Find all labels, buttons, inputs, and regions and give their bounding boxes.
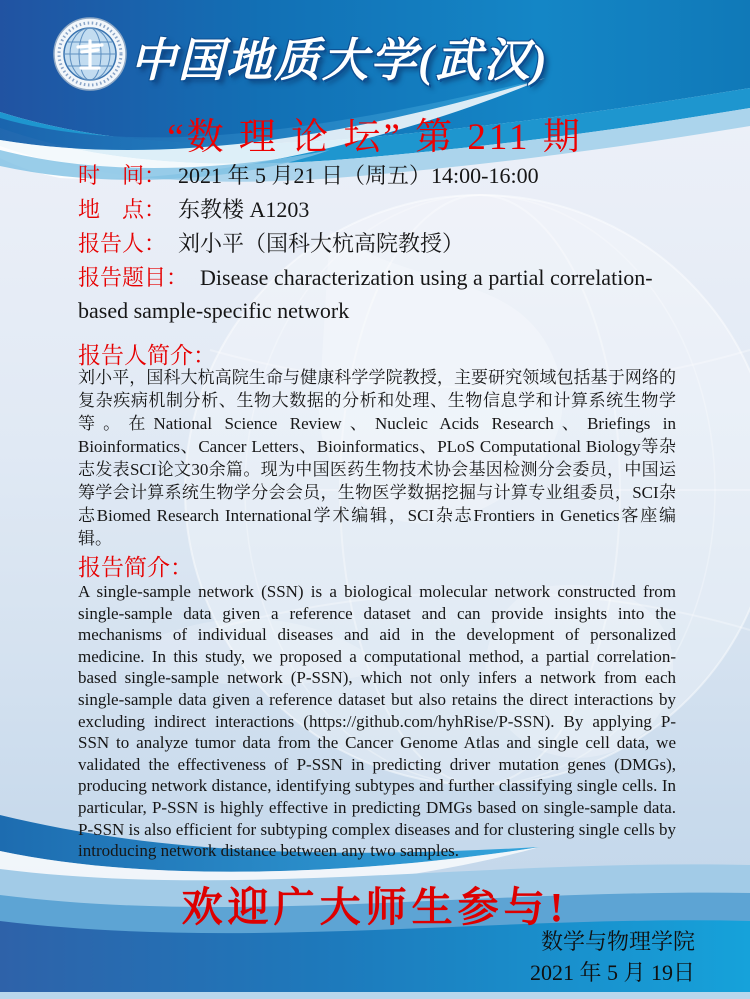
university-logo-icon [52, 16, 128, 92]
speaker-value: 刘小平（国科大杭高院教授） [178, 231, 465, 256]
abstract-text: A single-sample network (SSN) is a biological molecular network constructed from single-sample data given a reference dataset and can provide insights into the mechanisms of individual diseases and aid in the development of personalized medicine. In this study, we proposed a computational method, a partial correlation-based single-sample network (P-SSN), which not only infers a network from each single-sample data given a reference dataset but also retains the direct interactions by excluding indirect interactions (https://github.com/hyhRise/P-SSN). By applying P-SSN to analyze tumor data from the Cancer Genome Atlas and single cell data, we validated the effectiveness of P-SSN in predicting driver mutation genes (DMGs), producing network distance, identifying subtypes and further classifying single cells. In particular, P-SSN is highly effective in predicting DMGs based on single-sample data. P-SSN is also efficient for subtyping complex diseases and for clustering single cells by introducing network distance between any two samples. [78, 582, 676, 861]
footer-signature [530, 926, 695, 988]
location-value: 东教楼 A1203 [178, 197, 310, 222]
detail-row-location [78, 193, 678, 227]
topic-label: 报告题目： [78, 265, 189, 290]
topic-value: Disease characterization using a partial correlation-based sample-specific network [78, 265, 653, 323]
speaker-bio-heading: 报告人简介： [78, 343, 216, 368]
abstract-heading: 报告简介： [78, 555, 193, 580]
university-name: 中国地质大学(武汉) [130, 35, 549, 86]
detail-row-speaker [78, 227, 678, 261]
issue-date: 2021 年 5 月 19日 [529, 960, 695, 985]
poster-title: “数 理 论 坛” 第 211 期 [167, 117, 583, 158]
time-label: 时 间： [78, 163, 167, 188]
detail-row-time [78, 159, 678, 193]
welcome-message: 欢迎广大师生参与! [181, 884, 569, 930]
location-label: 地 点： [78, 197, 167, 222]
event-details [78, 159, 678, 327]
organizer-name: 数学与物理学院 [540, 929, 695, 954]
speaker-bio-text: 刘小平，国科大杭高院生命与健康科学学院教授，主要研究领域包括基于网络的复杂疾病机制分析、生物大数据的分析和处理、生物信息学和计算系统生物学等。在National Science Review、Nucleic Acids Research、Briefings in Bioinformatics、Cancer Letters、Bioinformatics、PLoS Computational Biology等杂志发表SCI论文30余篇。现为中国医药生物技术协会基因检测分会委员，中国运筹学会计算系统生物学分会会员，生物医学数据挖掘与计算专业组委员，SCI杂志Biomed Research International学术编辑，SCI杂志Frontiers in Genetics客座编辑。 [78, 368, 676, 548]
detail-row-topic [78, 261, 678, 327]
speaker-label: 报告人： [78, 231, 167, 256]
time-value: 2021 年 5 月21 日（周五）14:00-16:00 [178, 163, 539, 188]
